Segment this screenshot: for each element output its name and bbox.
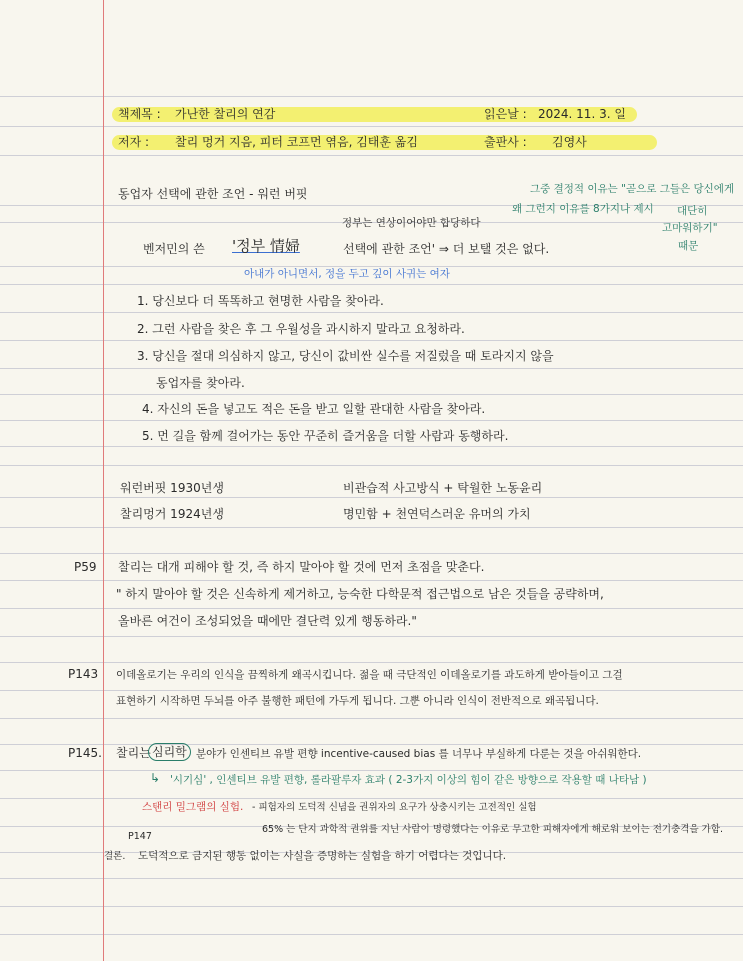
section-heading: 동업자 선택에 관한 조언 - 워런 버핏 [118, 187, 308, 201]
note-line: " 하지 말아야 할 것은 신속하게 제거하고, 능숙한 다학문적 접근법으로 남은 것들을 공략하며, [116, 587, 604, 601]
note-line-start: 찰리는 [116, 746, 151, 760]
publisher: 김영사 [552, 135, 587, 149]
right-note-line: 고마워하기" [662, 222, 718, 234]
margin-line [103, 0, 104, 961]
buffett-row: 워런버핏 1930년생 [120, 481, 224, 495]
read-date-label: 읽은날 : [484, 107, 527, 121]
list-item: 3. 당신을 절대 의심하지 않고, 당신이 값비싼 실수를 저질렀을 때 토라지지 않을 [137, 349, 554, 363]
right-note-line: 왜 그런지 이유를 8가지나 제시 [512, 203, 654, 215]
list-item: 2. 그런 사람을 찾은 후 그 우월성을 과시하지 말라고 요청하라. [137, 322, 465, 336]
conclusion-label: 결론. [104, 851, 126, 862]
note-line: 도덕적으로 금지된 행동 없이는 사실을 증명하는 실험을 하기 어렵다는 것입니다. [138, 850, 507, 862]
note-line: '시기심' , 인센티브 유발 편향, 롤라팔루자 효과 ( 2-3가지 이상의 힘이 같은 방향으로 작용할 때 나타남 ) [170, 774, 647, 786]
note-line: 올바른 여건이 조성되었을 때에만 결단력 있게 행동하라." [118, 614, 417, 628]
page-number: P59 [74, 560, 97, 574]
publisher-label: 출판사 : [484, 135, 527, 149]
list-item: 5. 먼 길을 함께 걸어가는 동안 꾸준히 즐거움을 더할 사람과 동행하라. [142, 429, 509, 443]
benjamin-prefix: 벤저민의 쓴 [143, 242, 205, 256]
author-label: 저자 : [118, 135, 150, 149]
read-date: 2024. 11. 3. 일 [538, 107, 626, 121]
right-note-line: 때문 [678, 240, 699, 252]
page-number: P143 [68, 667, 99, 681]
note-line: 분야가 인센티브 유발 편향 incentive-caused bias 를 너무나 부실하게 다룬는 것을 아쉬워한다. [196, 748, 642, 760]
page-number: P147 [128, 831, 152, 842]
note-line: 65% 는 단지 과학적 권위를 지닌 사람이 명령했다는 이유로 무고한 피해자에게 해로워 보이는 전기충격을 가함. [262, 824, 724, 835]
list-item: 1. 당신보다 더 똑똑하고 현명한 사람을 찾아라. [137, 294, 384, 308]
book-title: 가난한 찰리의 연감 [175, 107, 276, 121]
title-label: 책제목 : [118, 107, 161, 121]
note-line: - 피험자의 도덕적 신념을 권위자의 요구가 상충시키는 고전적인 실험 [252, 802, 537, 813]
note-line: 이데올로기는 우리의 인식을 끔찍하게 왜곡시킵니다. 젊을 때 극단적인 이데올로기를 과도하게 받아들이고 그걸 [116, 669, 623, 681]
benjamin-suffix: 선택에 관한 조언' ⇒ 더 보탤 것은 없다. [343, 242, 550, 256]
right-note-line: 대단히 [677, 205, 708, 217]
note-line: 표현하기 시작하면 두뇌를 아주 불행한 패턴에 가두게 됩니다. 그뿐 아니라 인식이 전반적으로 왜곡됩니다. [116, 695, 599, 707]
list-item: 4. 자신의 돈을 넣고도 적은 돈을 받고 일할 관대한 사람을 찾아라. [142, 402, 486, 416]
list-item-continuation: 동업자를 찾아라. [156, 376, 245, 390]
benjamin-quote-term: '정부 情婦 [232, 237, 300, 255]
right-note-line: 그중 결정적 이유는 "곧으로 그들은 당신에게 [530, 183, 735, 195]
munger-row: 찰리멍거 1924년생 [120, 507, 224, 521]
buffett-traits: 비관습적 사고방식 + 탁월한 노동윤리 [343, 481, 543, 495]
note-above-quote: 정부는 연상이어야만 합당하다 [342, 217, 481, 229]
author: 찰리 멍거 지음, 피터 코프먼 엮음, 김태훈 옮김 [175, 135, 418, 149]
milgram-label: 스탠리 밀그램의 실험. [142, 801, 244, 813]
note-line: 찰리는 대개 피해야 할 것, 즉 하지 말아야 할 것에 먼저 초점을 맞춘다. [118, 560, 485, 574]
definition-note: 아내가 아니면서, 정을 두고 깊이 사귀는 여자 [244, 268, 450, 280]
arrow-icon: ↳ [150, 771, 161, 785]
munger-traits: 명민함 + 천연덕스러운 유머의 가치 [343, 507, 531, 521]
circled-term: 심리학 [148, 743, 191, 761]
page-number: P145. [68, 746, 102, 760]
